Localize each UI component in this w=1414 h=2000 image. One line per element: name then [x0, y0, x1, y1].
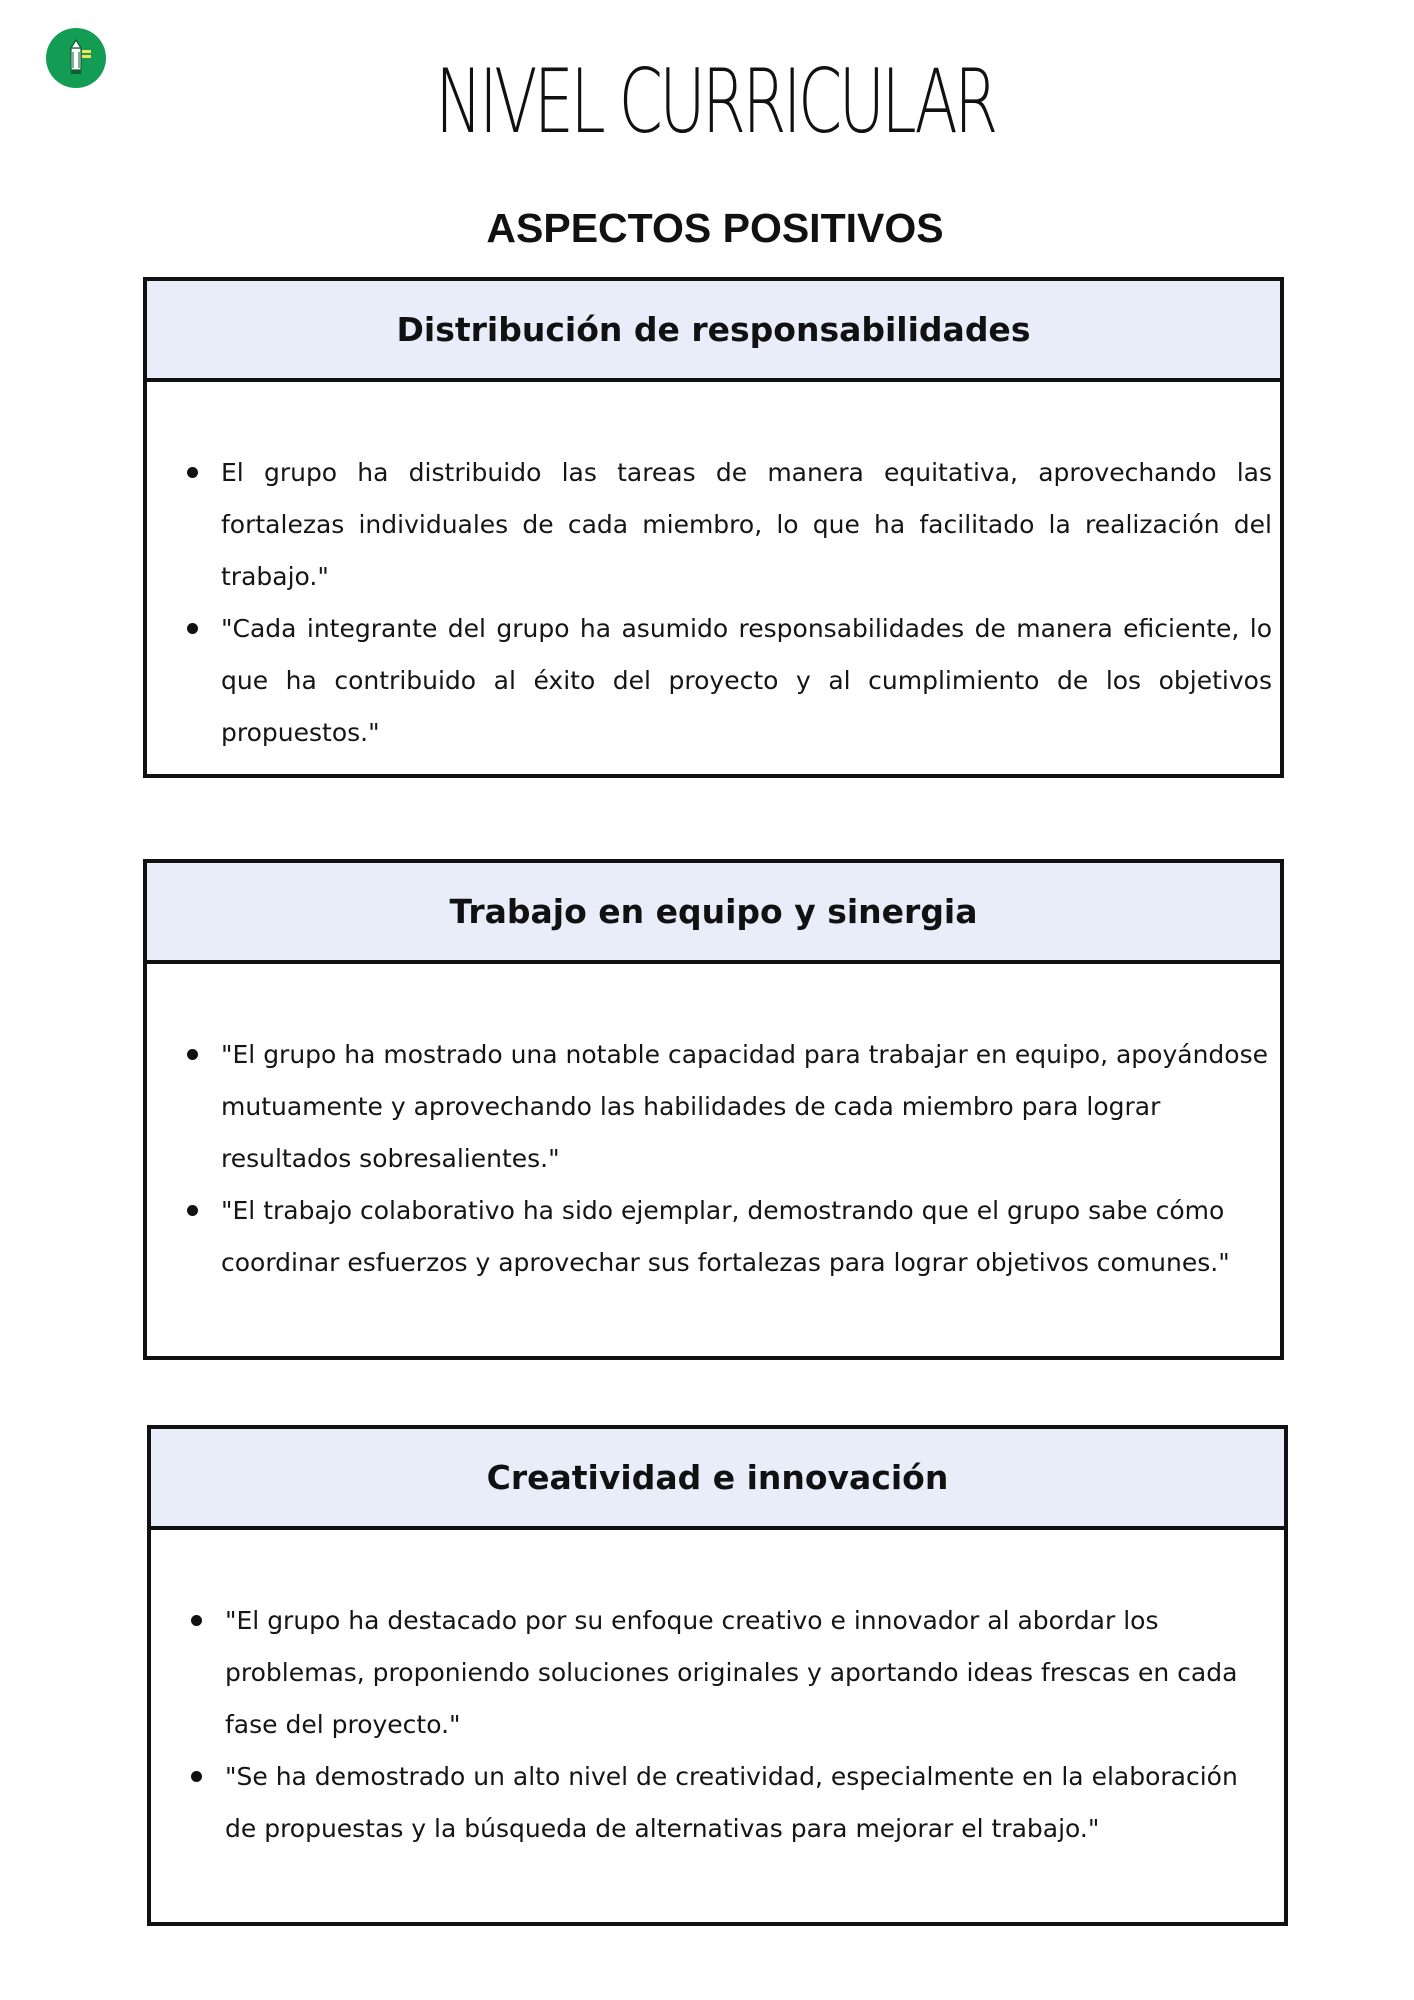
list-item — [225, 1751, 1276, 1855]
section-body — [151, 1530, 1284, 1855]
bullet-icon — [187, 467, 198, 478]
section-title: Trabajo en equipo y sinergia — [449, 892, 978, 931]
list-item-text: "El grupo ha destacado por su enfoque creativo e innovador al abordar los problemas, proponiendo soluciones originales y aportando ideas frescas en cada fase del proyecto." — [225, 1606, 1238, 1739]
bullet-list — [221, 1029, 1272, 1289]
list-item — [221, 1185, 1272, 1289]
section-header — [147, 281, 1280, 382]
logo — [46, 28, 106, 88]
list-item — [225, 1595, 1276, 1751]
pencil-logo-icon — [59, 38, 93, 78]
section-title: Distribución de responsabilidades — [396, 310, 1031, 349]
section-header — [151, 1429, 1284, 1530]
list-item-text: El grupo ha distribuido las tareas de manera equitativa, aprovechando las fortalezas individuales de cada miembro, lo que ha facilitado la realización del trabajo." — [221, 458, 1272, 591]
bullet-list — [225, 1595, 1276, 1855]
page-subtitle: ASPECTOS POSITIVOS — [486, 205, 944, 251]
bullet-icon — [187, 1049, 198, 1060]
section-title: Creatividad e innovación — [486, 1458, 949, 1497]
list-item — [221, 603, 1272, 759]
section-body — [147, 964, 1280, 1289]
list-item-text: "Se ha demostrado un alto nivel de creatividad, especialmente en la elaboración de propuestas y la búsqueda de alternativas para mejorar el trabajo." — [225, 1762, 1238, 1843]
bullet-icon — [191, 1615, 202, 1626]
page-title: NIVEL CURRICULAR — [435, 50, 995, 153]
list-item-text: "Cada integrante del grupo ha asumido responsabilidades de manera eficiente, lo que ha contribuido al éxito del proyecto y al cumplimiento de los objetivos propuestos." — [221, 614, 1272, 747]
bullet-icon — [191, 1771, 202, 1782]
list-item — [221, 447, 1272, 603]
bullet-list — [221, 447, 1272, 759]
section-card-creatividad — [147, 1425, 1288, 1926]
bullet-icon — [187, 1205, 198, 1216]
section-card-responsabilidades — [143, 277, 1284, 778]
list-item — [221, 1029, 1272, 1185]
section-header — [147, 863, 1280, 964]
list-item-text: "El grupo ha mostrado una notable capacidad para trabajar en equipo, apoyándose mutuamente y aprovechando las habilidades de cada miembro para lograr resultados sobresalientes." — [221, 1040, 1268, 1173]
list-item-text: "El trabajo colaborativo ha sido ejemplar, demostrando que el grupo sabe cómo coordinar esfuerzos y aprovechar sus fortalezas para lograr objetivos comunes." — [221, 1196, 1230, 1277]
section-card-trabajo-en-equipo — [143, 859, 1284, 1360]
section-body — [147, 382, 1280, 759]
bullet-icon — [187, 623, 198, 634]
